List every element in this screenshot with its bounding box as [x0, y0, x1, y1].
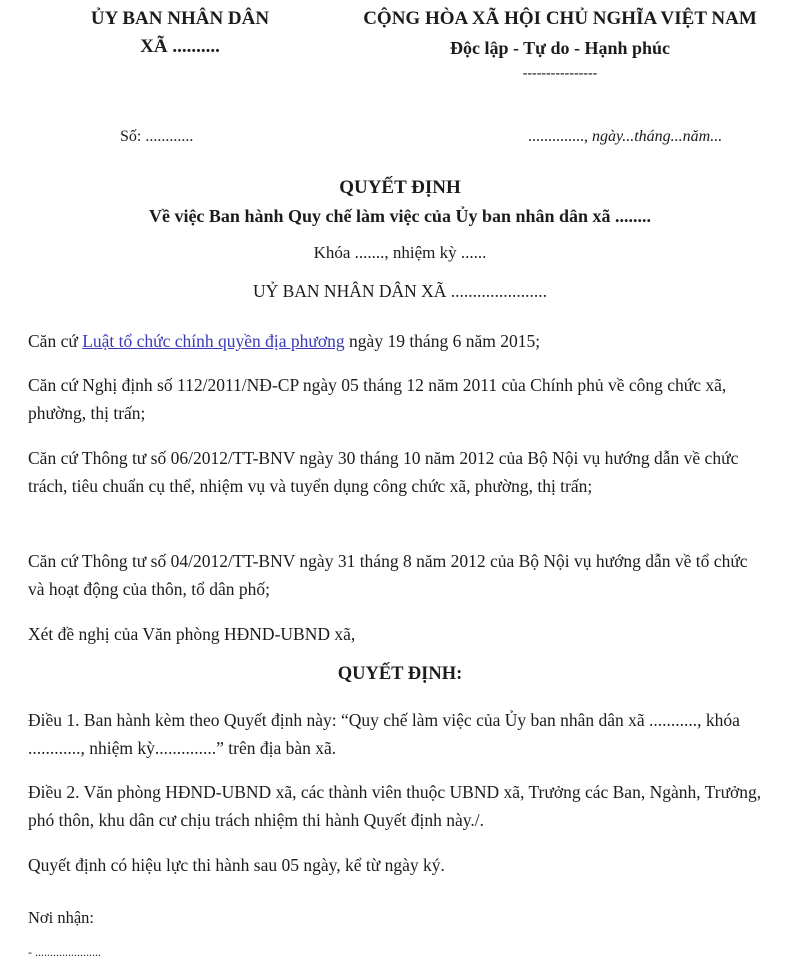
- basis-proposal: Xét đề nghị của Văn phòng HĐND-UBND xã,: [28, 624, 356, 644]
- decision-heading: QUYẾT ĐỊNH:: [337, 664, 463, 684]
- article-2: Điều 2. Văn phòng HĐND-UBND xã, các thành viên thuộc UBND xã, Trưởng các Ban, Ngành, Trưởng, phó thôn, khu dân cư chịu trách nhiệm thi hành Quyết định này./.: [28, 782, 762, 830]
- document-title: QUYẾT ĐỊNH: [339, 177, 461, 198]
- national-motto: Độc lập - Tự do - Hạnh phúc: [449, 38, 671, 58]
- document-date: [528, 128, 722, 146]
- effective-clause: Quyết định có hiệu lực thi hành sau 05 ngày, kể từ ngày ký.: [28, 855, 445, 875]
- article-1: Điều 1. Ban hành kèm theo Quyết định này: “Quy chế làm việc của Ủy ban nhân dân xã ..........., khóa ............, nhiệm kỳ..............” trên địa bàn xã.: [28, 710, 740, 758]
- basis-law: [28, 327, 778, 355]
- date-place: ..............,: [528, 128, 592, 145]
- basis-prefix: Căn cứ: [28, 331, 83, 351]
- basis-circular-06: Căn cứ Thông tư số 06/2012/TT-BNV ngày 30 tháng 10 năm 2012 của Bộ Nội vụ hướng dẫn về chức trách, tiêu chuẩn cụ thể, nhiệm vụ và tuyển dụng công chức xã, phường, thị trấn;: [28, 448, 739, 496]
- header-divider: ----------------: [522, 66, 598, 81]
- basis-decree: Căn cứ Nghị định số 112/2011/NĐ-CP ngày 05 tháng 12 năm 2011 của Chính phủ về công chức xã, phường, thị trấn;: [28, 375, 727, 423]
- basis-suffix: ngày 19 tháng 6 năm 2015;: [344, 331, 541, 351]
- authority-line: UỶ BAN NHÂN DÂN XÃ ......................: [252, 281, 548, 301]
- term-line: Khóa ......., nhiệm kỳ ......: [313, 243, 487, 262]
- recipient-item: - ......................: [28, 945, 101, 959]
- national-title: CỘNG HÒA XÃ HỘI CHỦ NGHĨA VIỆT NAM: [363, 8, 757, 29]
- document-number: Số: ............: [120, 128, 194, 145]
- issuer-name: ỦY BAN NHÂN DÂN: [90, 8, 270, 29]
- law-link[interactable]: Luật tổ chức chính quyền địa phương: [82, 331, 345, 351]
- basis-circular-04: Căn cứ Thông tư số 04/2012/TT-BNV ngày 31 tháng 8 năm 2012 của Bộ Nội vụ hướng dẫn về tổ chức và hoạt động của thôn, tổ dân phố;: [28, 551, 748, 599]
- issuer-commune: XÃ ..........: [140, 36, 220, 57]
- document-subtitle: Về việc Ban hành Quy chế làm việc của Ủy ban nhân dân xã ........: [148, 206, 652, 226]
- date-value: ngày...tháng...năm...: [592, 128, 723, 145]
- recipients-label: Nơi nhận:: [28, 908, 95, 927]
